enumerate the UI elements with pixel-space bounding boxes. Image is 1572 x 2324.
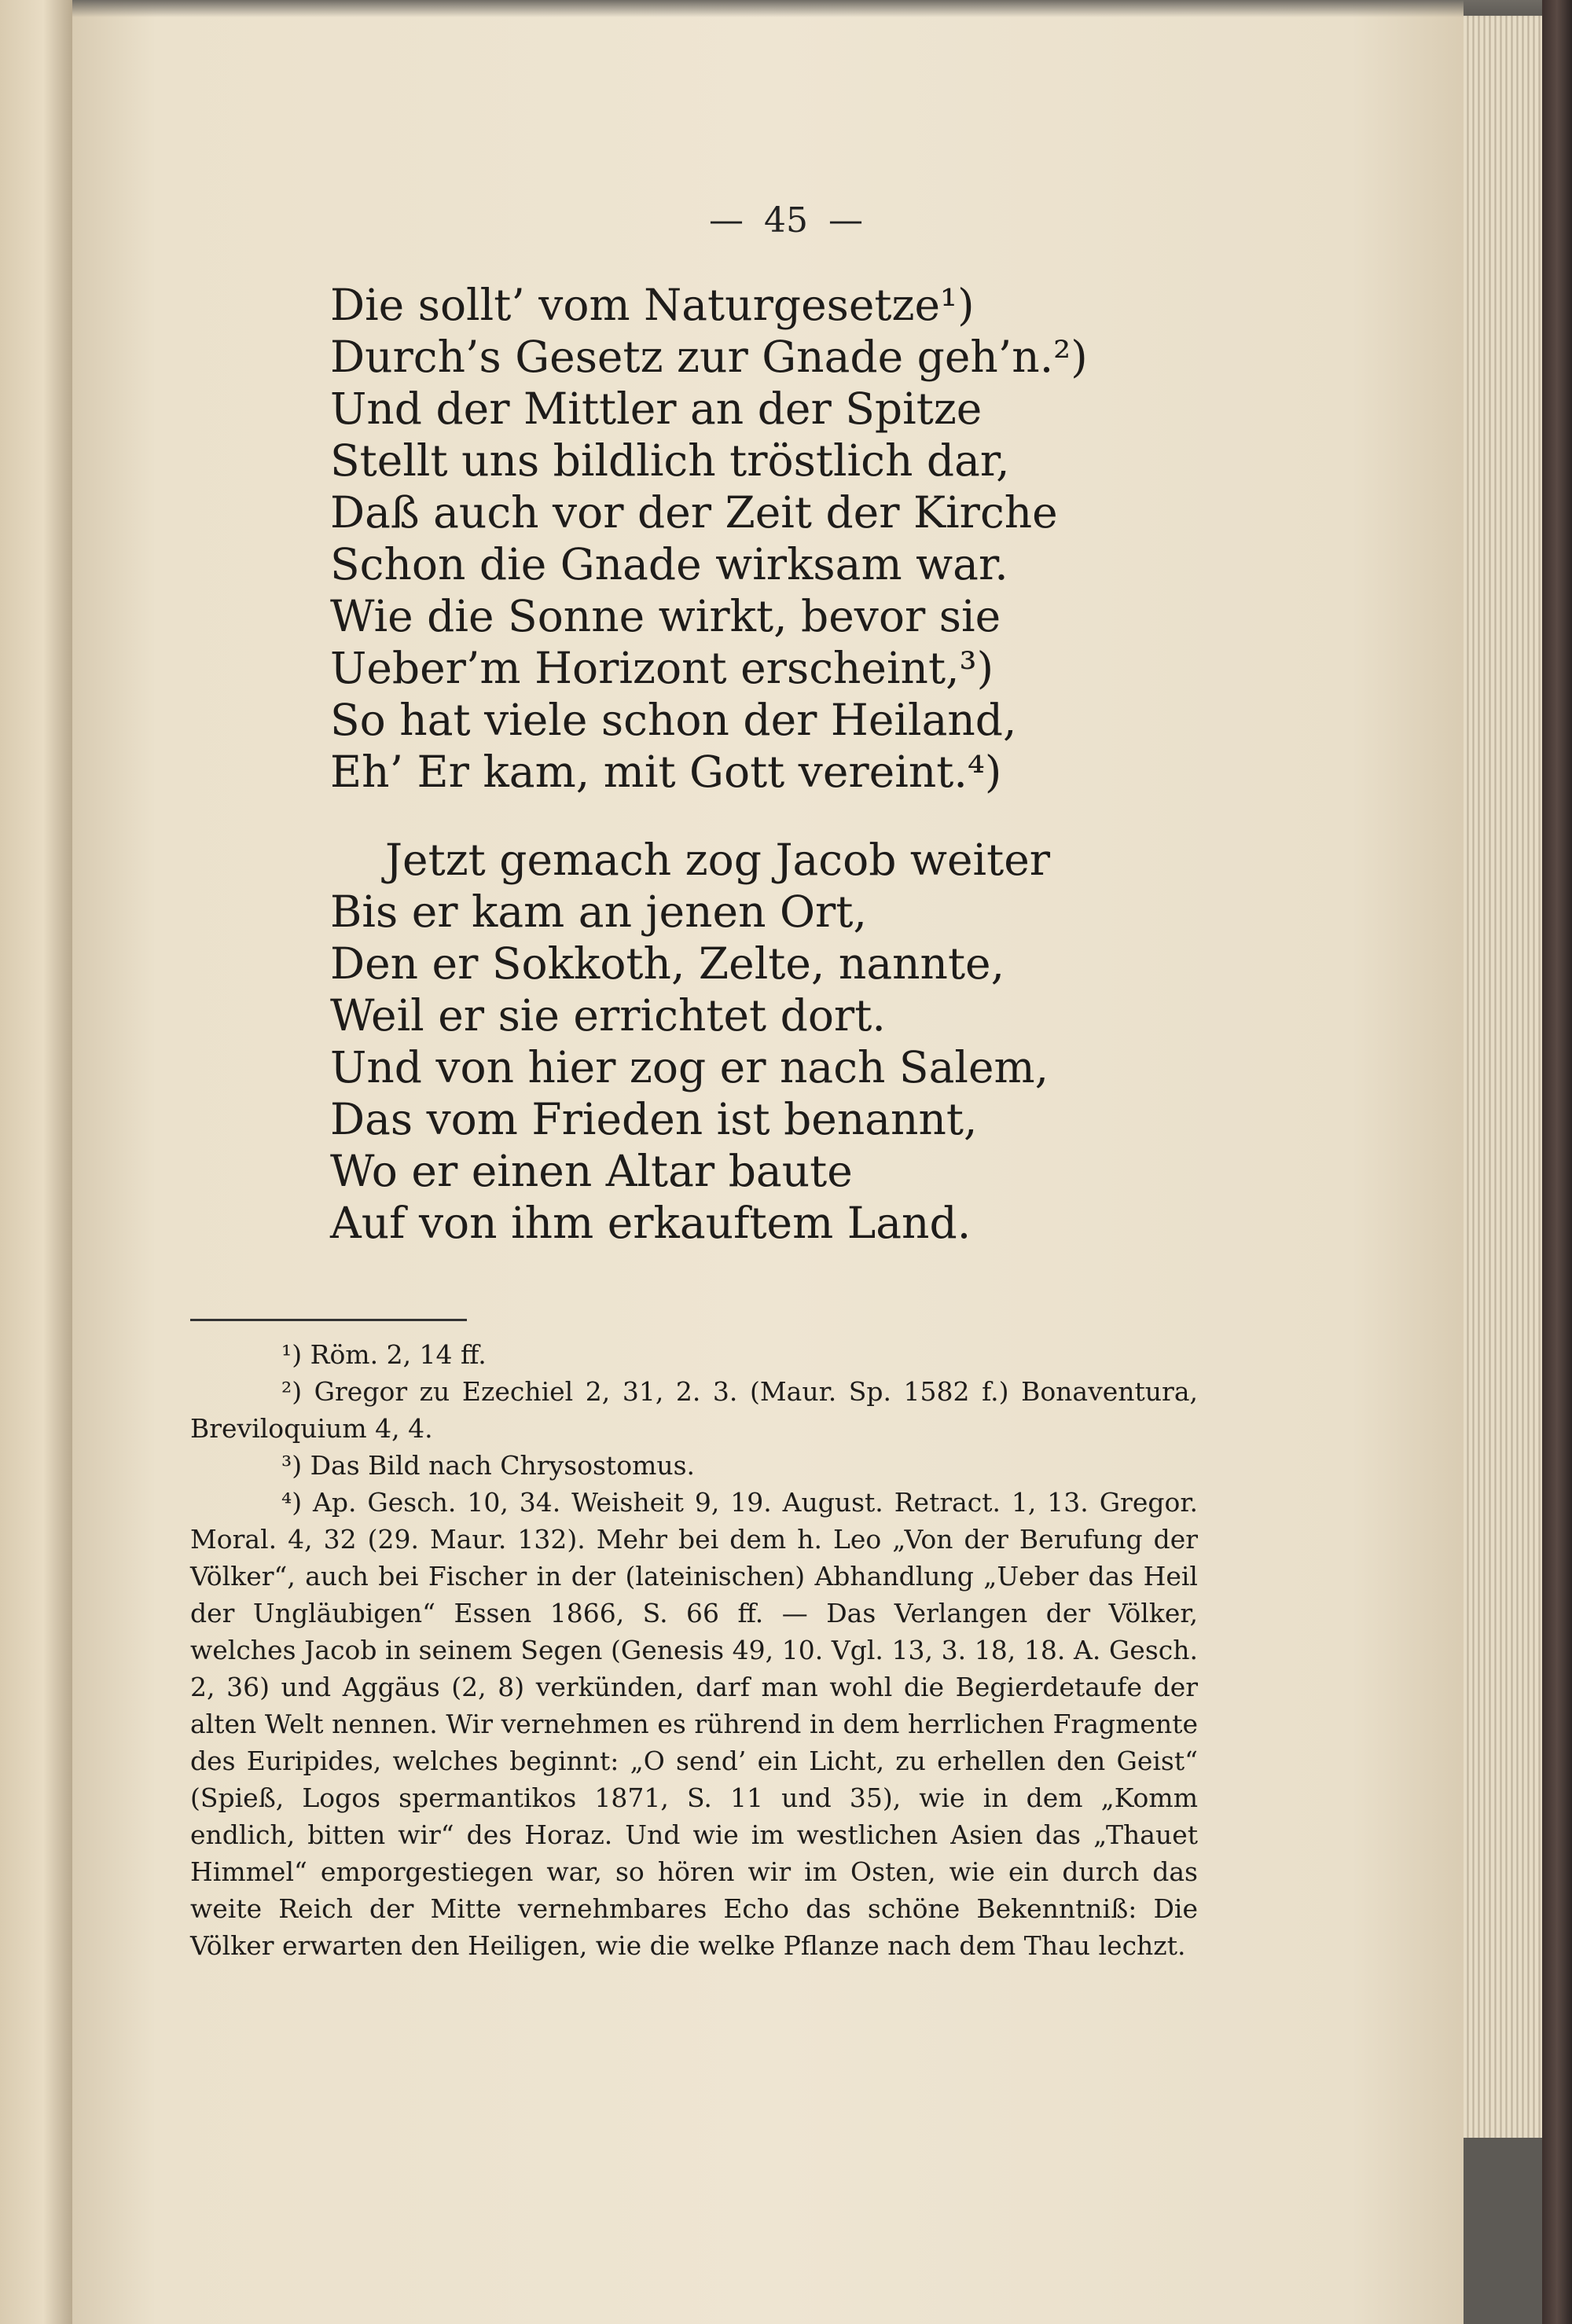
verse-line: Ueber’m Horizont erscheint,³) xyxy=(330,643,994,693)
top-shadow xyxy=(72,0,1542,17)
stanza-1 xyxy=(330,279,1116,798)
verse-line: Durch’s Gesetz zur Gnade geh’n.²) xyxy=(330,332,1088,382)
facing-page-edge xyxy=(0,0,72,2324)
footnotes xyxy=(190,1336,1198,1964)
verse-line: Weil er sie errichtet dort. xyxy=(330,990,886,1041)
verse-line: Eh’ Er kam, mit Gott vereint.⁴) xyxy=(330,747,1002,797)
verse-line: Und von hier zog er nach Salem, xyxy=(330,1042,1049,1092)
verse-line: Auf von ihm erkauftem Land. xyxy=(330,1198,971,1248)
verse-line: Daß auch vor der Zeit der Kirche xyxy=(330,487,1058,538)
footnote-2: ²) Gregor zu Ezechiel 2, 31, 2. 3. (Maur. Sp. 1582 f.) Bonaventura, Breviloquium 4, 4. xyxy=(190,1376,1198,1444)
verse-line: Und der Mittler an der Spitze xyxy=(330,384,982,434)
footnote-1: ¹) Röm. 2, 14 ff. xyxy=(281,1339,487,1370)
poem xyxy=(330,279,1116,1249)
page-header xyxy=(0,200,1572,240)
page-stack-edges xyxy=(1464,16,1542,2138)
book-cover-edge xyxy=(1542,0,1572,2324)
verse-line: Bis er kam an jenen Ort, xyxy=(330,887,867,937)
verse-line: Wie die Sonne wirkt, bevor sie xyxy=(330,591,1001,641)
verse-line: Stellt uns bildlich tröstlich dar, xyxy=(330,435,1010,486)
verse-line: Das vom Frieden ist benannt, xyxy=(330,1094,978,1144)
verse-line: Jetzt gemach zog Jacob weiter xyxy=(385,835,1051,885)
footnote-rule xyxy=(190,1319,467,1321)
verse-line: Schon die Gnade wirksam war. xyxy=(330,539,1008,589)
header-dash-right: — xyxy=(828,200,863,240)
verse-line: Die sollt’ vom Naturgesetze¹) xyxy=(330,280,975,330)
footnote-4: ⁴) Ap. Gesch. 10, 34. Weisheit 9, 19. August. Retract. 1, 13. Gregor. Moral. 4, 32 (29. Maur. 132). Mehr bei dem h. Leo „Von der Berufung der Völker“, auch bei Fischer in der (lateinischen) Abhandlung „Ueber das Heil der Ungläubigen“ Essen 1866, S. 66 ff. — Das Verlangen der Völker, welches Jacob in seinem Segen (Genesis 49, 10. Vgl. 13, 3. 18, 18. A. Gesch. 2, 36) und Aggäus (2, 8) verkünden, darf man wohl die Begierdetaufe der alten Welt nennen. Wir vernehmen es rührend in dem herrlichen Fragmente des Euripides, welches beginnt: „O send’ ein Licht, zu erhellen den Geist“ (Spieß, Logos spermantikos 1871, S. 11 und 35), wie in dem „Komm endlich, bitten wir“ des Horaz. Und wie im westlichen Asien das „Thauet Himmel“ emporgestiegen war, so hören wir im Osten, wie ein durch das weite Reich der Mitte vernehmbares Echo das schöne Bekenntniß: Die Völker erwarten den Heiligen, wie die welke Pflanze nach dem Thau lechzt. xyxy=(190,1487,1198,1961)
footnote-3: ³) Das Bild nach Chrysostomus. xyxy=(281,1450,696,1481)
verse-line: Wo er einen Altar baute xyxy=(330,1146,853,1196)
stanza-2 xyxy=(330,834,1116,1249)
verse-line: Den er Sokkoth, Zelte, nannte, xyxy=(330,938,1005,989)
header-dash-left: — xyxy=(709,200,744,240)
verse-line: So hat viele schon der Heiland, xyxy=(330,695,1017,745)
page-number: 45 xyxy=(764,200,808,240)
